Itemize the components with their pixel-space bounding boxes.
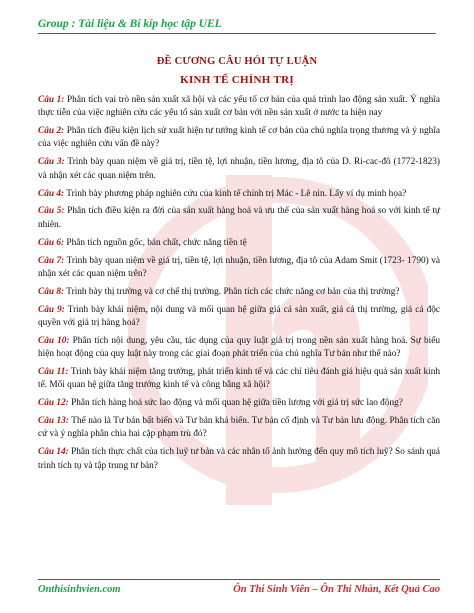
question-text: Phân tích hàng hoá sức lao động và mối quan hệ giữa tiền lương với giá trị sức lao động? (71, 398, 403, 409)
question-list (38, 94, 440, 477)
question-label: Câu 3: (38, 157, 65, 168)
question-label: Câu 13: (38, 416, 69, 427)
question-text: Phân tích thực chất của tích luỹ tư bản và các nhân tố ảnh hưởng đến quy mô tích luỹ? So sánh quá trình tích tụ và tập trung tư bản? (38, 447, 440, 471)
question-text: Phân tích nội dung, yêu cầu, tác dụng của quy luật giá trị trong nền sản xuất hàng hoá. Sự biểu hiện hoạt động của quy luật này trong các giai đoạn phát triển của chủ nghĩa Tư bản như thế nào? (38, 335, 440, 360)
page-footer (38, 579, 440, 595)
question-item (38, 255, 440, 282)
question-item (38, 397, 440, 410)
question-item (38, 286, 440, 299)
question-label: Câu 12: (38, 398, 69, 409)
question-item (38, 205, 440, 232)
question-item (38, 156, 440, 183)
question-item (38, 304, 440, 331)
question-label: Câu 1: (38, 95, 65, 105)
question-text: Phân tích nguồn gốc, bản chất, chức năng tiền tệ (66, 237, 247, 248)
question-label: Câu 7: (38, 255, 65, 266)
question-label: Câu 14: (38, 447, 69, 458)
question-item (38, 237, 440, 250)
page-header (38, 18, 436, 34)
question-item (38, 125, 440, 152)
question-label: Câu 5: (38, 206, 65, 217)
question-item (38, 366, 440, 393)
question-text: Trình bày thị trường và cơ chế thị trường. Phân tích các chức năng cơ bản của thị trường? (66, 286, 400, 297)
question-label: Câu 9: (38, 304, 65, 315)
document-subtitle: KINH TẾ CHÍNH TRỊ (180, 74, 294, 86)
question-item (38, 446, 440, 473)
question-label: Câu 11: (38, 366, 69, 377)
question-item (38, 188, 440, 201)
question-label: Câu 10: (38, 335, 70, 346)
question-text: Trình bày khái niệm tăng trưởng, phát triển kinh tế và các chỉ tiêu đánh giá hiệu quả sản xuất kinh tế. Mối quan hệ giữa tăng trưởng kinh tế và công bằng xã hội? (38, 366, 440, 391)
question-text: Trình bày phương pháp nghiên cứu của kinh tế chính trị Mác - Lê nin. Lấy ví dụ minh họa? (66, 188, 407, 199)
question-label: Câu 8: (38, 286, 65, 297)
question-label: Câu 6: (38, 237, 65, 248)
question-text: Trình bày khái niệm, nội dung và mối quan hệ giữa giá cả sản xuất, giá cả thị trường, giá cả độc quyền với giá trị hàng hoá? (38, 304, 441, 328)
question-label: Câu 4: (38, 188, 65, 199)
question-text: Trình bày quan niệm về giá trị, tiền tệ, lợi nhuận, tiền lương, địa tô của Adam Smit (1723- 1790) và nhận xét các quan niệm trên? (38, 255, 440, 279)
question-text: Trình bày quan niệm về giá trị, tiền tệ, lợi nhuận, tiền lương, địa tô của D. Ri-cac-đô (1772-1823) và nhận xét các quan niệm trên. (38, 157, 440, 181)
question-text: Thế nào là Tư bản bất biến và Tư bản khả biến. Tư bản cố định và Tư bản lưu động. Phân tích căn cứ và ý nghĩa phân chia hai cặp phạm trù đó? (38, 416, 440, 440)
question-item (38, 415, 440, 442)
question-text: Phân tích điều kiện ra đời của sản xuất hàng hoá và ưu thế của sản xuất hàng hoá so với kinh tế tự nhiên. (38, 206, 441, 230)
question-item (38, 94, 440, 121)
group-text: Group : Tài liệu & Bí kíp học tập UEL (38, 18, 222, 30)
question-text: Phân tích vai trò nền sản xuất xã hội và các yếu tố cơ bản của quá trình lao động sản xuất. Ý nghĩa thực tiễn của việc nghiên cứu các yếu tố sản xuất cơ bản với nền sản xuất ở nước ta hiện nay (38, 95, 441, 119)
question-item (38, 335, 440, 362)
document-title: ĐỀ CƯƠNG CÂU HỎI TỰ LUẬN (156, 56, 318, 67)
footer-website: Onthisinhvien.com (38, 584, 121, 595)
question-text: Phân tích điều kiện lịch sử xuất hiện tư tưởng kinh tế cơ bản của chủ nghĩa trọng thương và ý nghĩa của việc nghiên cứu vấn đề này? (38, 126, 440, 150)
footer-slogan: Ôn Thi Sinh Viên – Ôn Thi Nhàn, Kết Quả Cao (233, 584, 440, 595)
question-label: Câu 2: (38, 126, 65, 137)
